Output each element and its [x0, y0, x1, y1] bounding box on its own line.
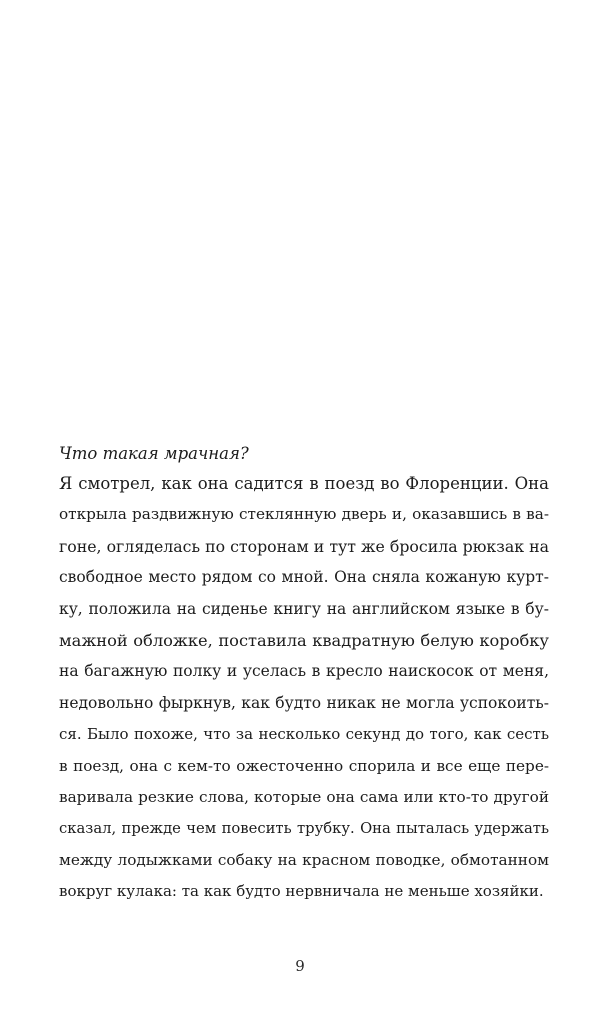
- section-heading: Что такая мрачная?: [59, 444, 249, 463]
- paragraph-line: варивала резкие слова, которые она сама или кто-то другой: [59, 787, 549, 806]
- paragraph-line: открыла раздвижную стеклянную дверь и, оказавшись в ва-: [59, 505, 549, 524]
- paragraph-line: мажной обложке, поставила квадратную белую коробку: [59, 630, 549, 650]
- body-paragraph: [59, 468, 549, 907]
- paragraph-line: недовольно фыркнув, как будто никак не могла успокоить-: [59, 693, 549, 712]
- paragraph-line: Я смотрел, как она садится в поезд во Флоренции. Она: [59, 474, 549, 493]
- paragraph-line: ся. Было похоже, что за несколько секунд до того, как сесть: [59, 725, 549, 744]
- paragraph-line: вокруг кулака: та как будто нервничала не меньше хозяйки.: [59, 882, 544, 901]
- page-number: 9: [295, 957, 305, 975]
- paragraph-line: в поезд, она с кем-то ожесточенно спорила и все еще пере-: [59, 756, 549, 775]
- text-block: [59, 440, 549, 907]
- paragraph-line: на багажную полку и уселась в кресло наискосок от меня,: [59, 662, 549, 681]
- paragraph-line: между лодыжками собаку на красном поводке, обмотанном: [59, 850, 549, 869]
- paragraph-line: сказал, прежде чем повесить трубку. Она пыталась удержать: [59, 820, 549, 838]
- paragraph-line: гоне, огляделась по сторонам и тут же бросила рюкзак на: [59, 536, 549, 556]
- paragraph-line: свободное место рядом со мной. Она сняла кожаную курт-: [59, 568, 549, 587]
- paragraph-line: ку, положила на сиденье книгу на английском языке в бу-: [59, 599, 549, 618]
